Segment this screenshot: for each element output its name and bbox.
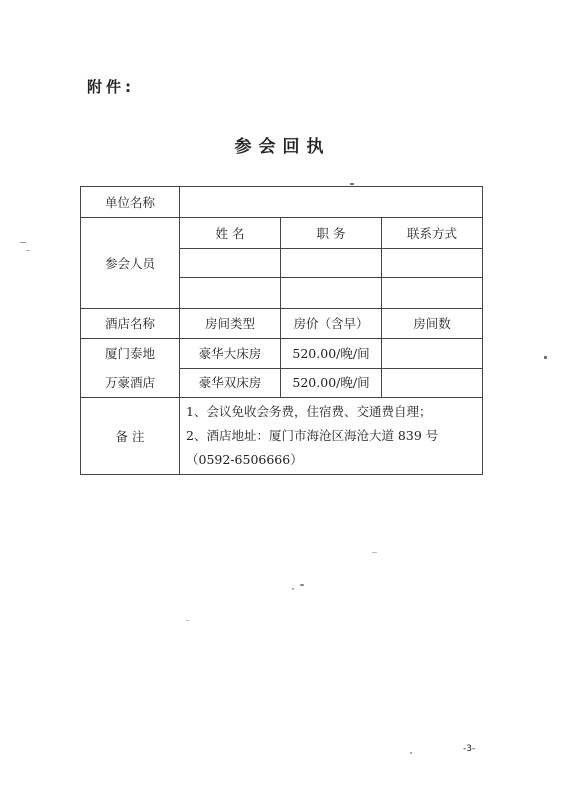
room-row <box>81 339 483 369</box>
attendee-header-row <box>81 218 483 249</box>
page-title: 参会回执 <box>234 137 331 157</box>
column-contact-header: 联系方式 <box>382 218 483 249</box>
attendee-name-cell <box>180 278 281 309</box>
notes-row <box>81 398 483 475</box>
room-price-cell: 520.00/晚/间 <box>281 339 382 369</box>
page-number: -3- <box>463 744 476 754</box>
hotel-name-cell <box>81 339 180 398</box>
scan-speck <box>300 584 304 586</box>
attendee-title-cell <box>281 249 382 278</box>
column-title-header: 职 务 <box>281 218 382 249</box>
price-header: 房价（含早） <box>281 309 382 339</box>
room-type-cell: 豪华大床房 <box>180 339 281 369</box>
attachment-label: 附件: <box>87 78 135 96</box>
column-name-header: 姓 名 <box>180 218 281 249</box>
notes-content <box>180 398 483 475</box>
scan-speck <box>186 620 189 621</box>
notes-label: 备 注 <box>81 398 180 475</box>
attendee-title-cell <box>281 278 382 309</box>
note-line: 1、会议免收会务费，住宿费、交通费自理； <box>186 404 432 419</box>
scan-speck <box>26 250 30 251</box>
room-count-cell <box>382 339 483 369</box>
unit-name-value <box>180 187 483 218</box>
attendee-name-cell <box>180 249 281 278</box>
hotel-name-line: 万豪酒店 <box>104 375 155 390</box>
room-count-header: 房间数 <box>382 309 483 339</box>
room-price-cell: 520.00/晚/间 <box>281 368 382 398</box>
hotel-header-row <box>81 309 483 339</box>
attendee-contact-cell <box>382 278 483 309</box>
attendees-label: 参会人员 <box>81 218 180 309</box>
hotel-name-line: 厦门泰地 <box>104 346 155 361</box>
attendee-contact-cell <box>382 249 483 278</box>
scan-speck <box>372 552 377 553</box>
room-type-cell: 豪华双床房 <box>180 368 281 398</box>
scan-speck <box>544 356 547 359</box>
note-line: 2、酒店地址：厦门市海沧区海沧大道 839 号 <box>186 428 439 443</box>
room-count-cell <box>382 368 483 398</box>
reply-form-table <box>80 186 483 475</box>
scan-speck <box>292 588 294 590</box>
unit-name-label: 单位名称 <box>81 187 180 218</box>
unit-name-row <box>81 187 483 218</box>
scan-speck <box>20 242 26 243</box>
hotel-name-header: 酒店名称 <box>81 309 180 339</box>
scan-speck <box>410 752 412 754</box>
note-line: （0592-6506666） <box>186 452 303 467</box>
room-type-header: 房间类型 <box>180 309 281 339</box>
scan-speck <box>350 183 354 185</box>
